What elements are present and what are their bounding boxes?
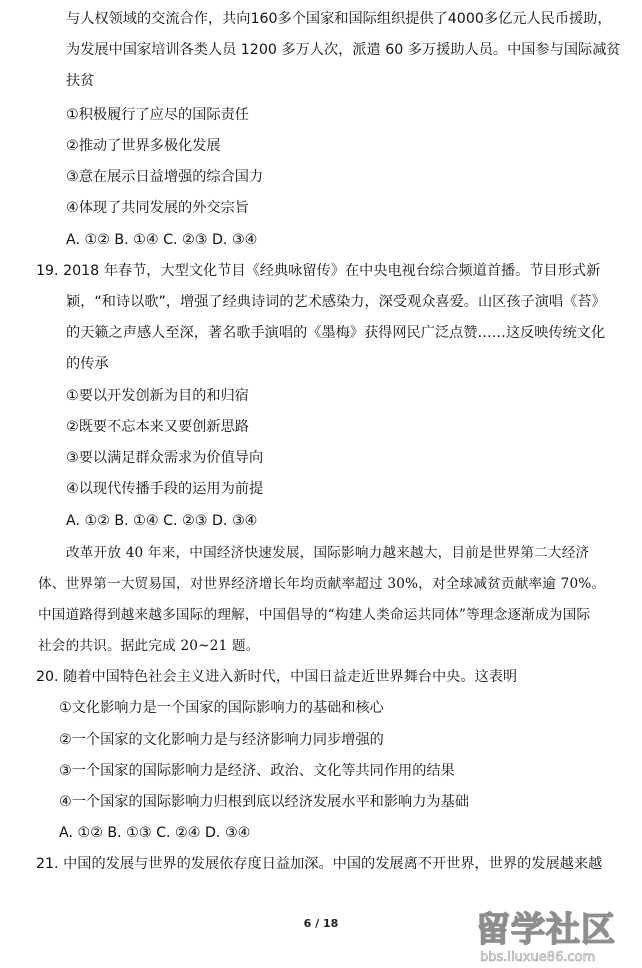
answer-choices: A. ①② B. ①④ C. ②③ D. ③④ [66,232,258,248]
option-line: ③一个国家的国际影响力是经济、政治、文化等共同作用的结果 [59,763,455,779]
site-watermark-logo [474,905,636,965]
question-20: 20. 随着中国特色社会主义进入新时代，中国日益走近世界舞台中央。这表明 [36,669,518,685]
page-number: 6 / 18 [303,917,339,930]
option-line: ②既要不忘本来又要创新思路 [66,419,249,435]
text-line: 扶贫 [66,73,95,89]
option-line: ①积极履行了应尽的国际责任 [66,107,249,123]
answer-choices: A. ①② B. ①③ C. ②④ D. ③④ [59,825,251,841]
passage-line: 社会的共识。据此完成 20~21 题。 [38,638,260,654]
question-21: 21. 中国的发展与世界的发展依存度日益加深。中国的发展离不开世界，世界的发展越来越 [36,856,603,872]
option-line: ①要以开发创新为目的和归宿 [66,388,249,404]
answer-choices: A. ①② B. ①④ C. ②③ D. ③④ [66,513,258,529]
passage-line: 改革开放 40 年来，中国经济快速发展，国际影响力越来越大，目前是世界第二大经济 [66,545,590,561]
svg-text:留学社区: 留学社区 [476,910,616,950]
option-line: ④以现代传播手段的运用为前提 [66,481,264,497]
option-line: ①文化影响力是一个国家的国际影响力的基础和核心 [59,700,384,716]
option-line: ④一个国家的国际影响力归根到底以经济发展水平和影响力为基础 [59,794,469,810]
option-line: ②推动了世界多极化发展 [66,138,221,154]
text-line: 为发展中国家培训各类人员 1200 多万人次，派遣 60 多万援助人员。中国参与国际减贫 [66,42,621,58]
text-line: 的天籁之声感人至深，著名歌手演唱的《墨梅》获得网民广泛点赞……这反映传统文化 [66,325,606,341]
text-line: 的传承 [66,356,109,372]
passage-line: 中国道路得到越来越多国际的理解，中国倡导的“构建人类命运共同体”等理念逐渐成为国际 [38,607,591,623]
question-19: 19. 2018 年春节，大型文化节目《经典咏留传》在中央电视台综合频道首播。节目形式新 [36,263,601,279]
option-line: ②一个国家的文化影响力是与经济影响力同步增强的 [59,732,384,748]
option-line: ③意在展示日益增强的综合国力 [66,169,264,185]
text-line: 与人权领域的交流合作，共向160多个国家和国际组织提供了4000多亿元人民币援助， [66,11,612,27]
passage-line: 体、世界第一大贸易国，对世界经济增长年均贡献率超过 30%，对全球减贫贡献率逾 70%。 [38,576,606,592]
option-line: ③要以满足群众需求为价值导向 [66,450,264,466]
option-line: ④体现了共同发展的外交宗旨 [66,200,249,216]
svg-text:bbs.liuxue86.com: bbs.liuxue86.com [480,950,596,965]
text-line: 颖，“和诗以歌”，增强了经典诗词的艺术感染力，深受观众喜爱。山区孩子演唱《苔》 [66,294,606,310]
